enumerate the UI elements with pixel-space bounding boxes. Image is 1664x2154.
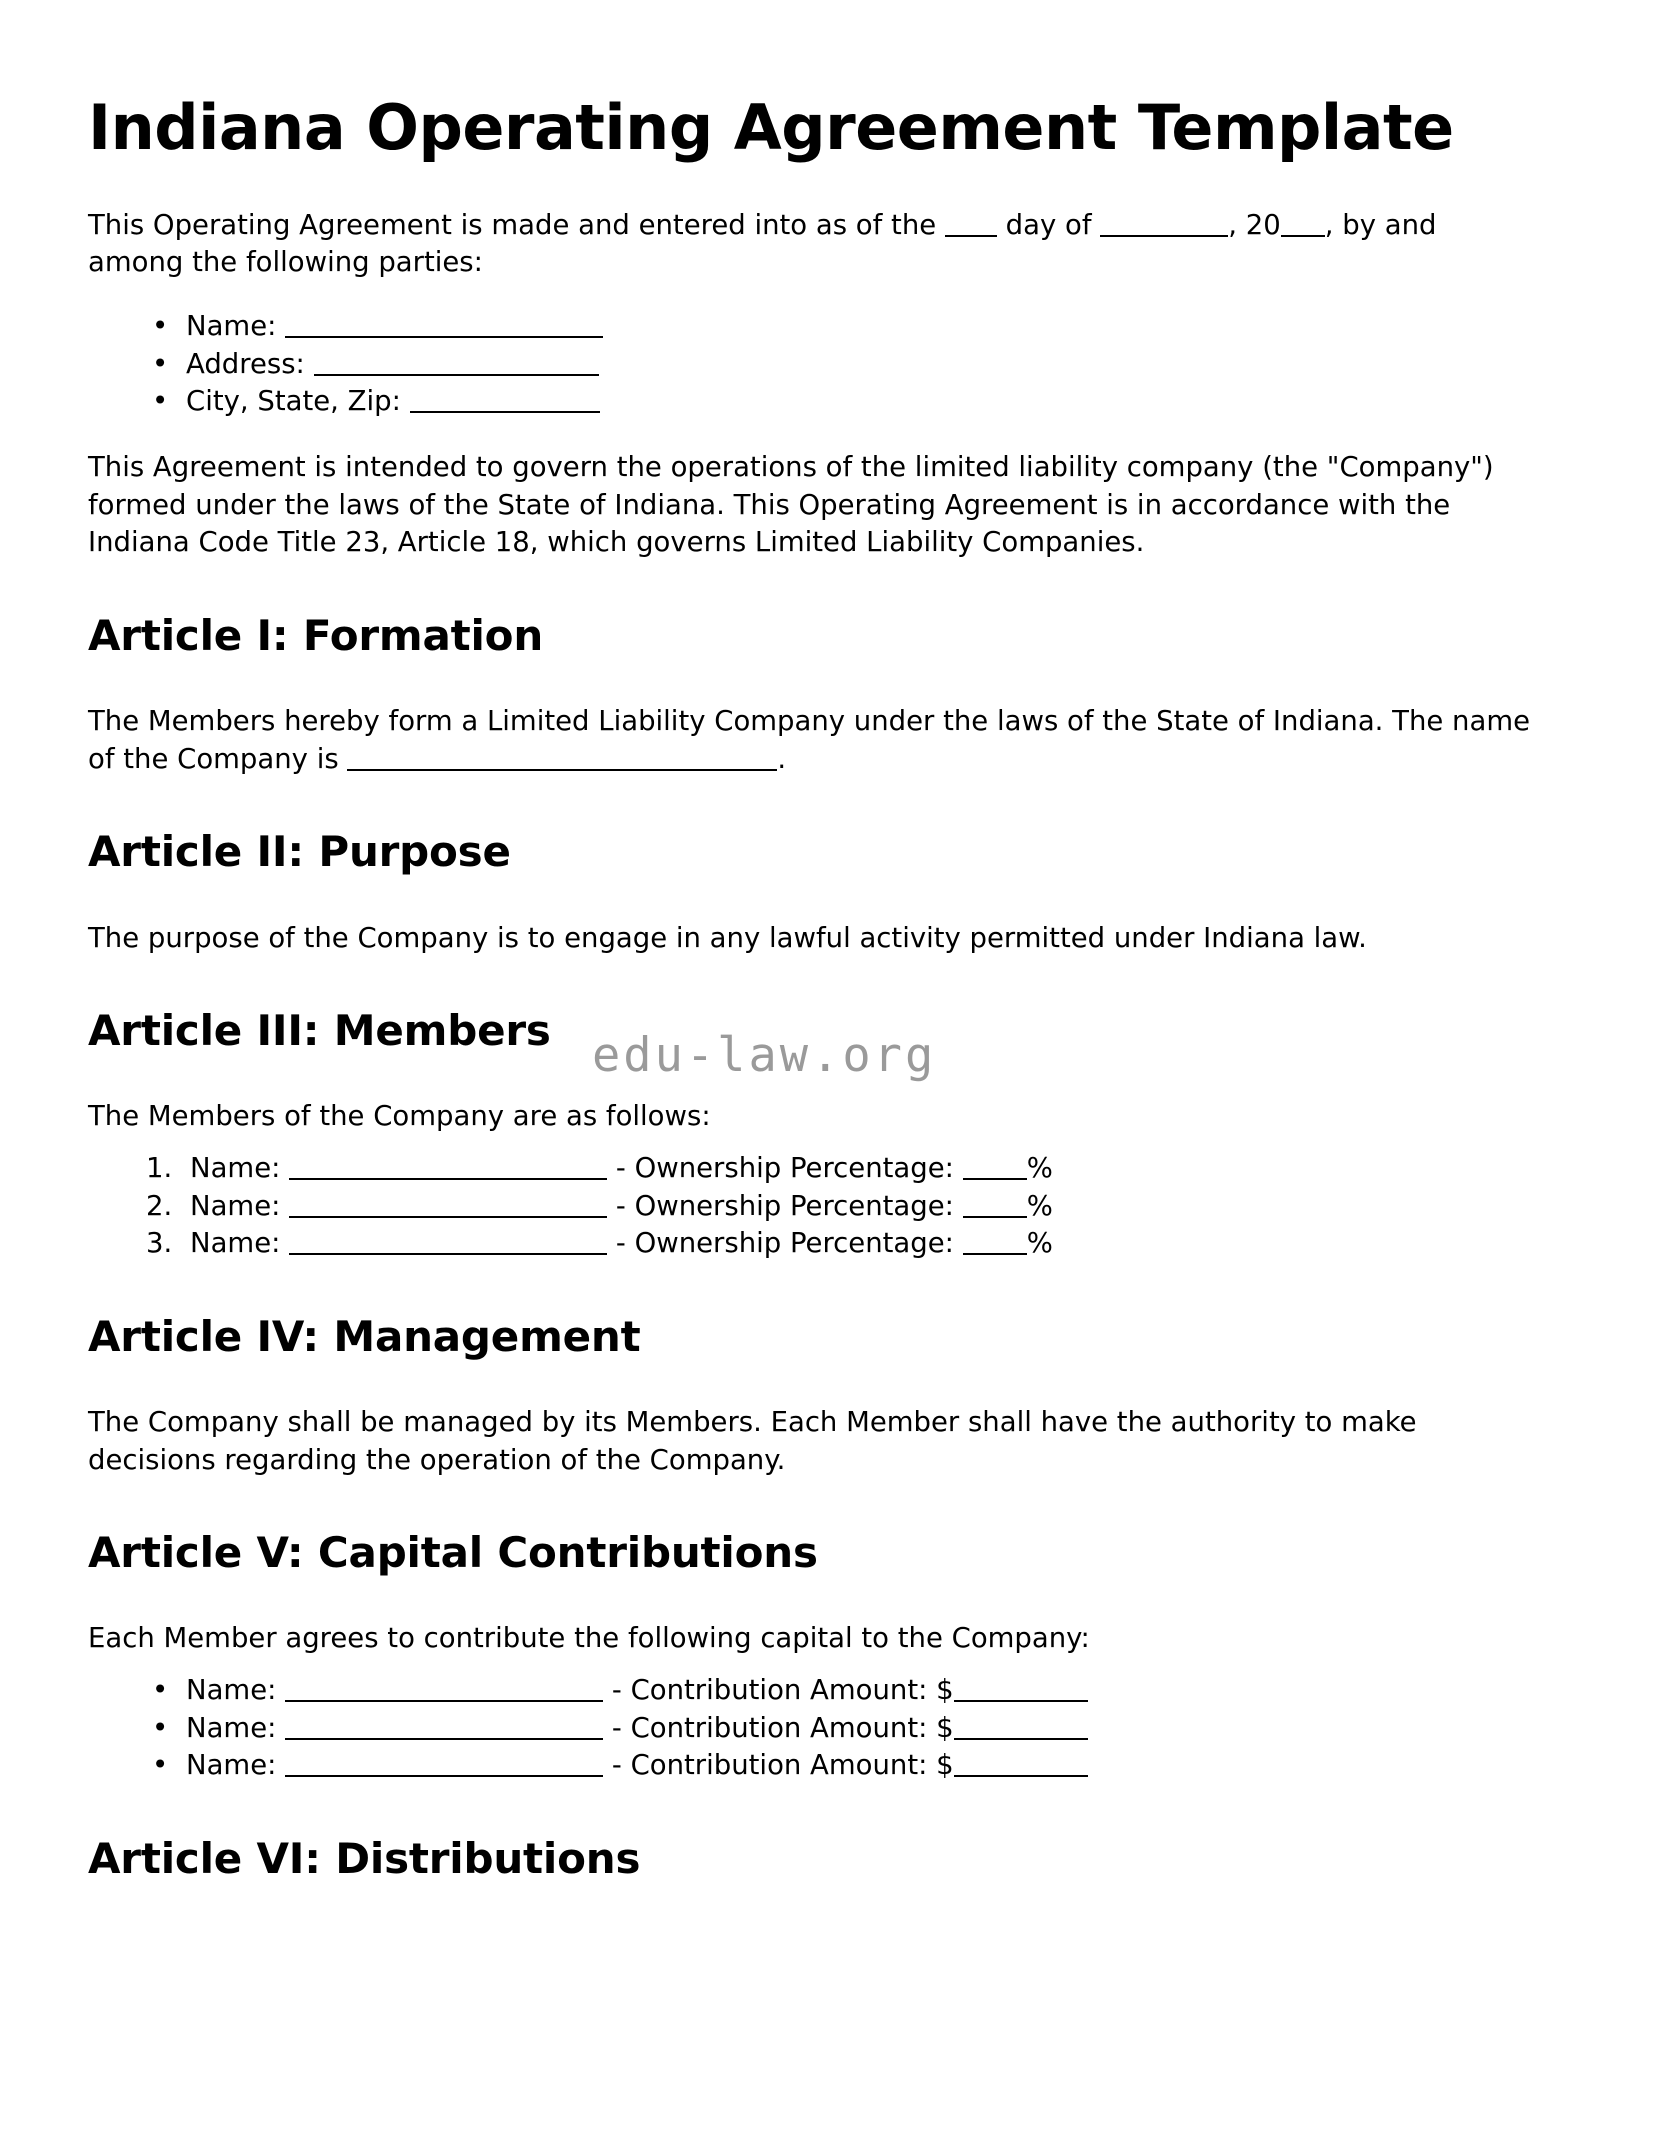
blank-party-city-state-zip <box>410 411 600 413</box>
article-ii-body: The purpose of the Company is to engage in any lawful activity permitted under Indiana law. <box>88 921 1367 954</box>
blank-company-name <box>347 769 777 771</box>
blank-contrib-name <box>285 1738 603 1740</box>
contrib-amount-label: - Contribution Amount: $ <box>611 1673 954 1706</box>
intro-line-1c: , <box>1228 208 1238 241</box>
blank-contrib-name <box>285 1700 603 1702</box>
heading-article-ii: Article II: Purpose <box>88 827 511 877</box>
blank-month <box>1100 235 1228 237</box>
article-i-body-period: . <box>777 742 787 775</box>
blank-member-name <box>289 1216 607 1218</box>
intro-line-2b: , by and among the following parties: <box>88 208 1437 279</box>
intro-line-1a: This Operating Agreement is made and entered into as of the <box>88 208 937 241</box>
blank-contrib-amount <box>954 1700 1088 1702</box>
blank-member-percentage <box>963 1178 1027 1180</box>
party-label-name: Name: <box>186 310 277 343</box>
member-pct-label: - Ownership Percentage: <box>615 1189 954 1222</box>
list-item <box>190 1188 1554 1226</box>
heading-article-vi: Article VI: Distributions <box>88 1833 641 1883</box>
member-pct-suffix: % <box>1026 1189 1053 1222</box>
heading-article-i: Article I: Formation <box>88 611 544 661</box>
party-label-city-state-zip: City, State, Zip: <box>186 385 401 418</box>
members-list <box>88 1150 1554 1263</box>
member-name-label: Name: <box>190 1227 281 1260</box>
blank-contrib-amount <box>954 1775 1088 1777</box>
list-item <box>186 1747 1554 1785</box>
blank-year <box>1281 235 1325 237</box>
contrib-name-label: Name: <box>186 1711 277 1744</box>
article-iv-body: The Company shall be managed by its Members. Each Member shall have the authority to make decisions regarding the operation of the Company. <box>88 1405 1417 1476</box>
blank-member-name <box>289 1178 607 1180</box>
member-pct-suffix: % <box>1026 1151 1053 1184</box>
article-i-body-text: The Members hereby form a Limited Liability Company under the laws of the State of Indiana. The name of the Company is <box>88 705 1531 775</box>
contributions-list <box>88 1672 1554 1785</box>
list-item <box>186 308 1554 346</box>
article-iii-intro: The Members of the Company are as follows: <box>88 1100 711 1133</box>
member-pct-label: - Ownership Percentage: <box>615 1227 954 1260</box>
blank-party-name <box>285 336 603 338</box>
blank-member-name <box>289 1253 607 1255</box>
blank-contrib-name <box>285 1775 603 1777</box>
page-title: Indiana Operating Agreement Template <box>88 91 1454 164</box>
party-label-address: Address: <box>186 347 305 380</box>
heading-article-v: Article V: Capital Contributions <box>88 1528 818 1578</box>
watermark-text: edu-law.org <box>592 1028 937 1083</box>
member-name-label: Name: <box>190 1151 281 1184</box>
list-item <box>186 346 1554 384</box>
list-item <box>186 383 1554 421</box>
contrib-name-label: Name: <box>186 1749 277 1782</box>
blank-party-address <box>314 374 599 376</box>
member-pct-label: - Ownership Percentage: <box>615 1151 954 1184</box>
contrib-amount-label: - Contribution Amount: $ <box>611 1711 954 1744</box>
list-item <box>190 1150 1554 1188</box>
party-fields-list <box>88 308 1554 421</box>
article-i-body <box>88 703 1532 778</box>
intro-line-2a: 20 <box>1245 208 1281 241</box>
intro-line-1b: day of <box>1005 208 1092 241</box>
list-item <box>186 1672 1554 1710</box>
blank-day <box>945 235 997 237</box>
blank-member-percentage <box>963 1253 1027 1255</box>
blank-contrib-amount <box>954 1738 1088 1740</box>
governing-paragraph: This Agreement is intended to govern the operations of the limited liability company (the "Company") formed under the laws of the State of Indiana. This Operating Agreement is in accordance with the Indiana Code Title 23, Article 18, which governs Limited Liability Companies. <box>88 451 1494 559</box>
article-v-intro: Each Member agrees to contribute the following capital to the Company: <box>88 1622 1090 1655</box>
member-name-label: Name: <box>190 1189 281 1222</box>
list-item <box>186 1710 1554 1748</box>
heading-article-iii: Article III: Members <box>88 1006 551 1056</box>
blank-member-percentage <box>963 1216 1027 1218</box>
contrib-name-label: Name: <box>186 1673 277 1706</box>
intro-paragraph <box>88 207 1532 282</box>
contrib-amount-label: - Contribution Amount: $ <box>611 1749 954 1782</box>
list-item <box>190 1225 1554 1263</box>
member-pct-suffix: % <box>1026 1227 1053 1260</box>
heading-article-iv: Article IV: Management <box>88 1311 641 1361</box>
